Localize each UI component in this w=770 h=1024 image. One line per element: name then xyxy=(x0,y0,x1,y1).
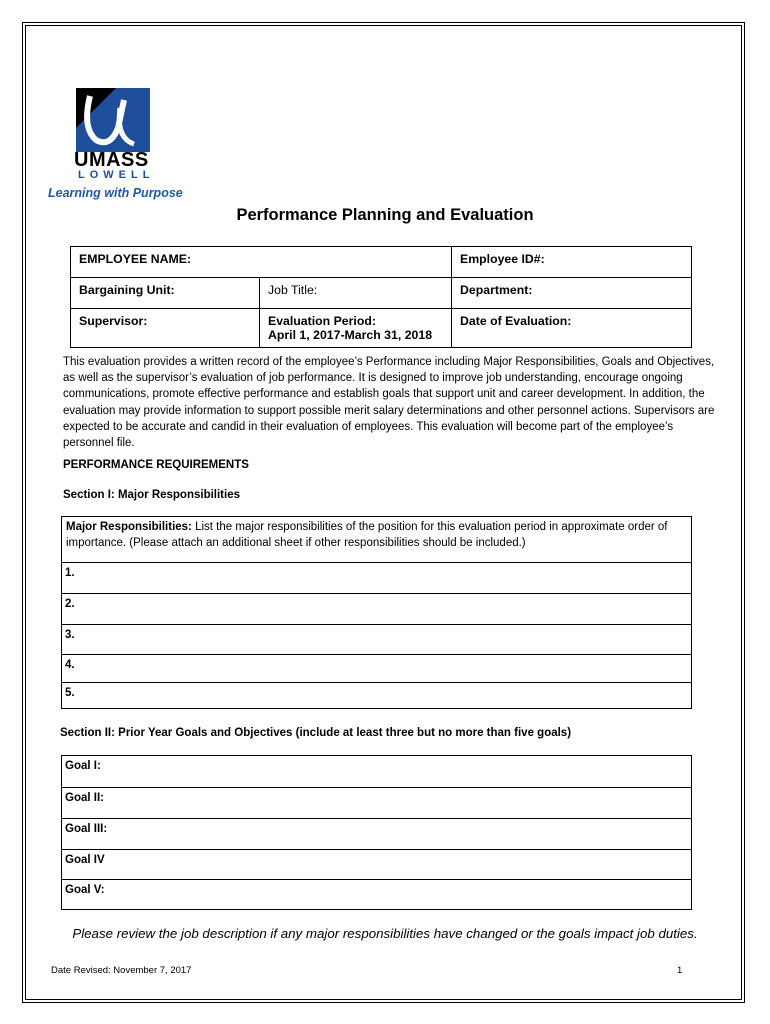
section2-heading: Section II: Prior Year Goals and Objectives (include at least three but no more than five goals) xyxy=(60,727,572,739)
goal-row[interactable]: Goal II: xyxy=(62,787,691,818)
evaluation-period-value: April 1, 2017-March 31, 2018 xyxy=(268,328,433,342)
goal-row[interactable]: Goal III: xyxy=(62,818,691,849)
responsibility-row[interactable]: 4. xyxy=(62,654,691,682)
major-responsibilities-text: List the major responsibilities of the position for this evaluation period in approximate order of importance. (Please attach an additional sheet if other responsibilities should be included.) xyxy=(66,521,668,549)
evaluation-period-field[interactable] xyxy=(260,309,452,348)
responsibility-row[interactable]: 1. xyxy=(62,562,691,593)
department-field[interactable]: Department: xyxy=(452,278,692,309)
responsibility-row[interactable]: 5. xyxy=(62,682,691,708)
employee-info-table xyxy=(70,246,692,348)
logo-name-2: LOWELL xyxy=(78,169,155,181)
goal-row[interactable]: Goal I: xyxy=(65,760,101,772)
major-responsibilities-label: Major Responsibilities: xyxy=(66,521,192,533)
logo-name: UMASS xyxy=(74,149,149,171)
bargaining-unit-field[interactable]: Bargaining Unit: xyxy=(71,278,260,309)
section1-heading: Section I: Major Responsibilities xyxy=(63,489,241,501)
date-of-evaluation-field[interactable]: Date of Evaluation: xyxy=(452,309,692,348)
employee-name-field[interactable]: EMPLOYEE NAME: xyxy=(71,247,452,278)
major-responsibilities-box xyxy=(61,516,692,709)
goal-row[interactable]: Goal V: xyxy=(62,879,691,909)
goal-row[interactable]: Goal IV xyxy=(62,849,691,879)
responsibility-row[interactable]: 3. xyxy=(62,624,691,654)
review-note: Please review the job description if any major responsibilities have changed or the goals impact job duties. xyxy=(72,926,698,941)
job-title-field[interactable]: Job Title: xyxy=(260,278,452,309)
employee-id-field[interactable]: Employee ID#: xyxy=(452,247,692,278)
page-number: 1 xyxy=(677,965,683,976)
page-title: Performance Planning and Evaluation xyxy=(236,206,534,224)
responsibility-row[interactable]: 2. xyxy=(62,593,691,624)
intro-paragraph: This evaluation provides a written record of the employee’s Performance including Major Responsibilities, Goals and Objectives, as well as the supervisor’s evaluation of job performance. It is designed to improve job understanding, encourage ongoing communications, promote effective performance and establish goals that support unit and career development. In addition, the evaluation may provide information to support possible merit salary determinations and other personnel actions. Supervisors are expected to be accurate and candid in their evaluation of employees. This evaluation will become part of the employee’s personnel file. xyxy=(63,356,715,450)
evaluation-period-label: Evaluation Period: xyxy=(268,314,376,328)
performance-heading: PERFORMANCE REQUIREMENTS xyxy=(63,459,249,471)
date-revised: Date Revised: November 7, 2017 xyxy=(51,965,192,976)
major-responsibilities-instructions xyxy=(62,517,691,562)
logo-mark-icon xyxy=(76,88,150,152)
supervisor-field[interactable]: Supervisor: xyxy=(71,309,260,348)
umass-lowell-logo xyxy=(46,86,186,202)
logo-tagline: Learning with Purpose xyxy=(48,186,183,200)
goals-box xyxy=(61,755,692,910)
